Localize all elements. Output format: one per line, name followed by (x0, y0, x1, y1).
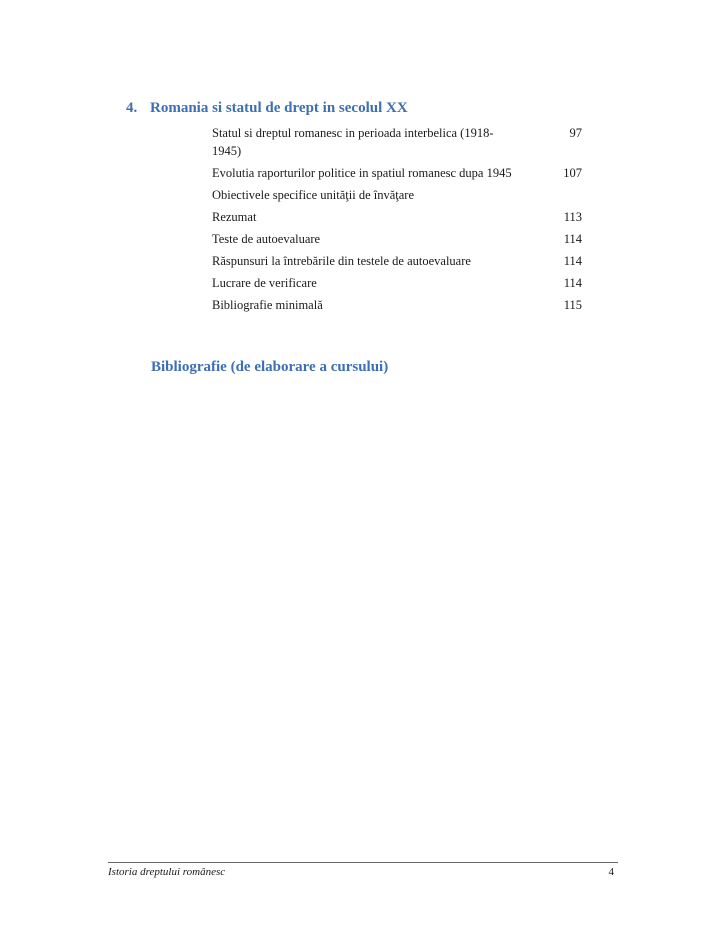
chapter-heading (126, 100, 408, 117)
chapter-title: Romania si statul de drept in secolul XX (150, 100, 408, 116)
toc-entry[interactable] (212, 208, 582, 226)
toc-entry-page: 114 (563, 254, 582, 268)
toc-entry[interactable] (212, 124, 582, 160)
footer-divider (108, 862, 618, 863)
toc-entry-label: Bibliografie minimală (212, 298, 323, 312)
footer-page-number: 4 (608, 866, 614, 878)
toc-entry-label: Lucrare de verificare (212, 276, 317, 290)
toc-entry-label: Obiectivele specifice unităţii de învăţare (212, 188, 414, 202)
toc-entry[interactable] (212, 164, 582, 182)
toc-entry[interactable] (212, 230, 582, 248)
toc-entry-label: Teste de autoevaluare (212, 232, 321, 246)
toc-entry-label: Evolutia raporturilor politice in spatiul romanesc dupa 1945 (212, 166, 512, 180)
toc-entry-page: 113 (563, 210, 582, 224)
bibliography-heading: Bibliografie (de elaborare a cursului) (151, 359, 389, 375)
toc-entry-page: 114 (563, 276, 582, 290)
toc-entry[interactable] (212, 252, 582, 270)
toc-entry-label: Rezumat (212, 210, 257, 224)
toc-entry-label: Răspunsuri la întrebările din testele de autoevaluare (212, 254, 471, 268)
table-of-contents (212, 124, 582, 318)
toc-entry-page: 107 (563, 166, 582, 180)
toc-entry[interactable] (212, 274, 582, 292)
chapter-number: 4. (126, 100, 138, 116)
toc-entry-page: 115 (563, 298, 582, 312)
toc-entry-label: Statul si dreptul romanesc in perioada interbelica (1918-1945) (212, 126, 494, 158)
toc-entry[interactable] (212, 186, 582, 204)
footer-book-title: Istoria dreptului românesc (108, 866, 226, 878)
toc-entry-page: 97 (569, 126, 582, 140)
toc-entry-page: 114 (563, 232, 582, 246)
toc-entry[interactable] (212, 296, 582, 314)
